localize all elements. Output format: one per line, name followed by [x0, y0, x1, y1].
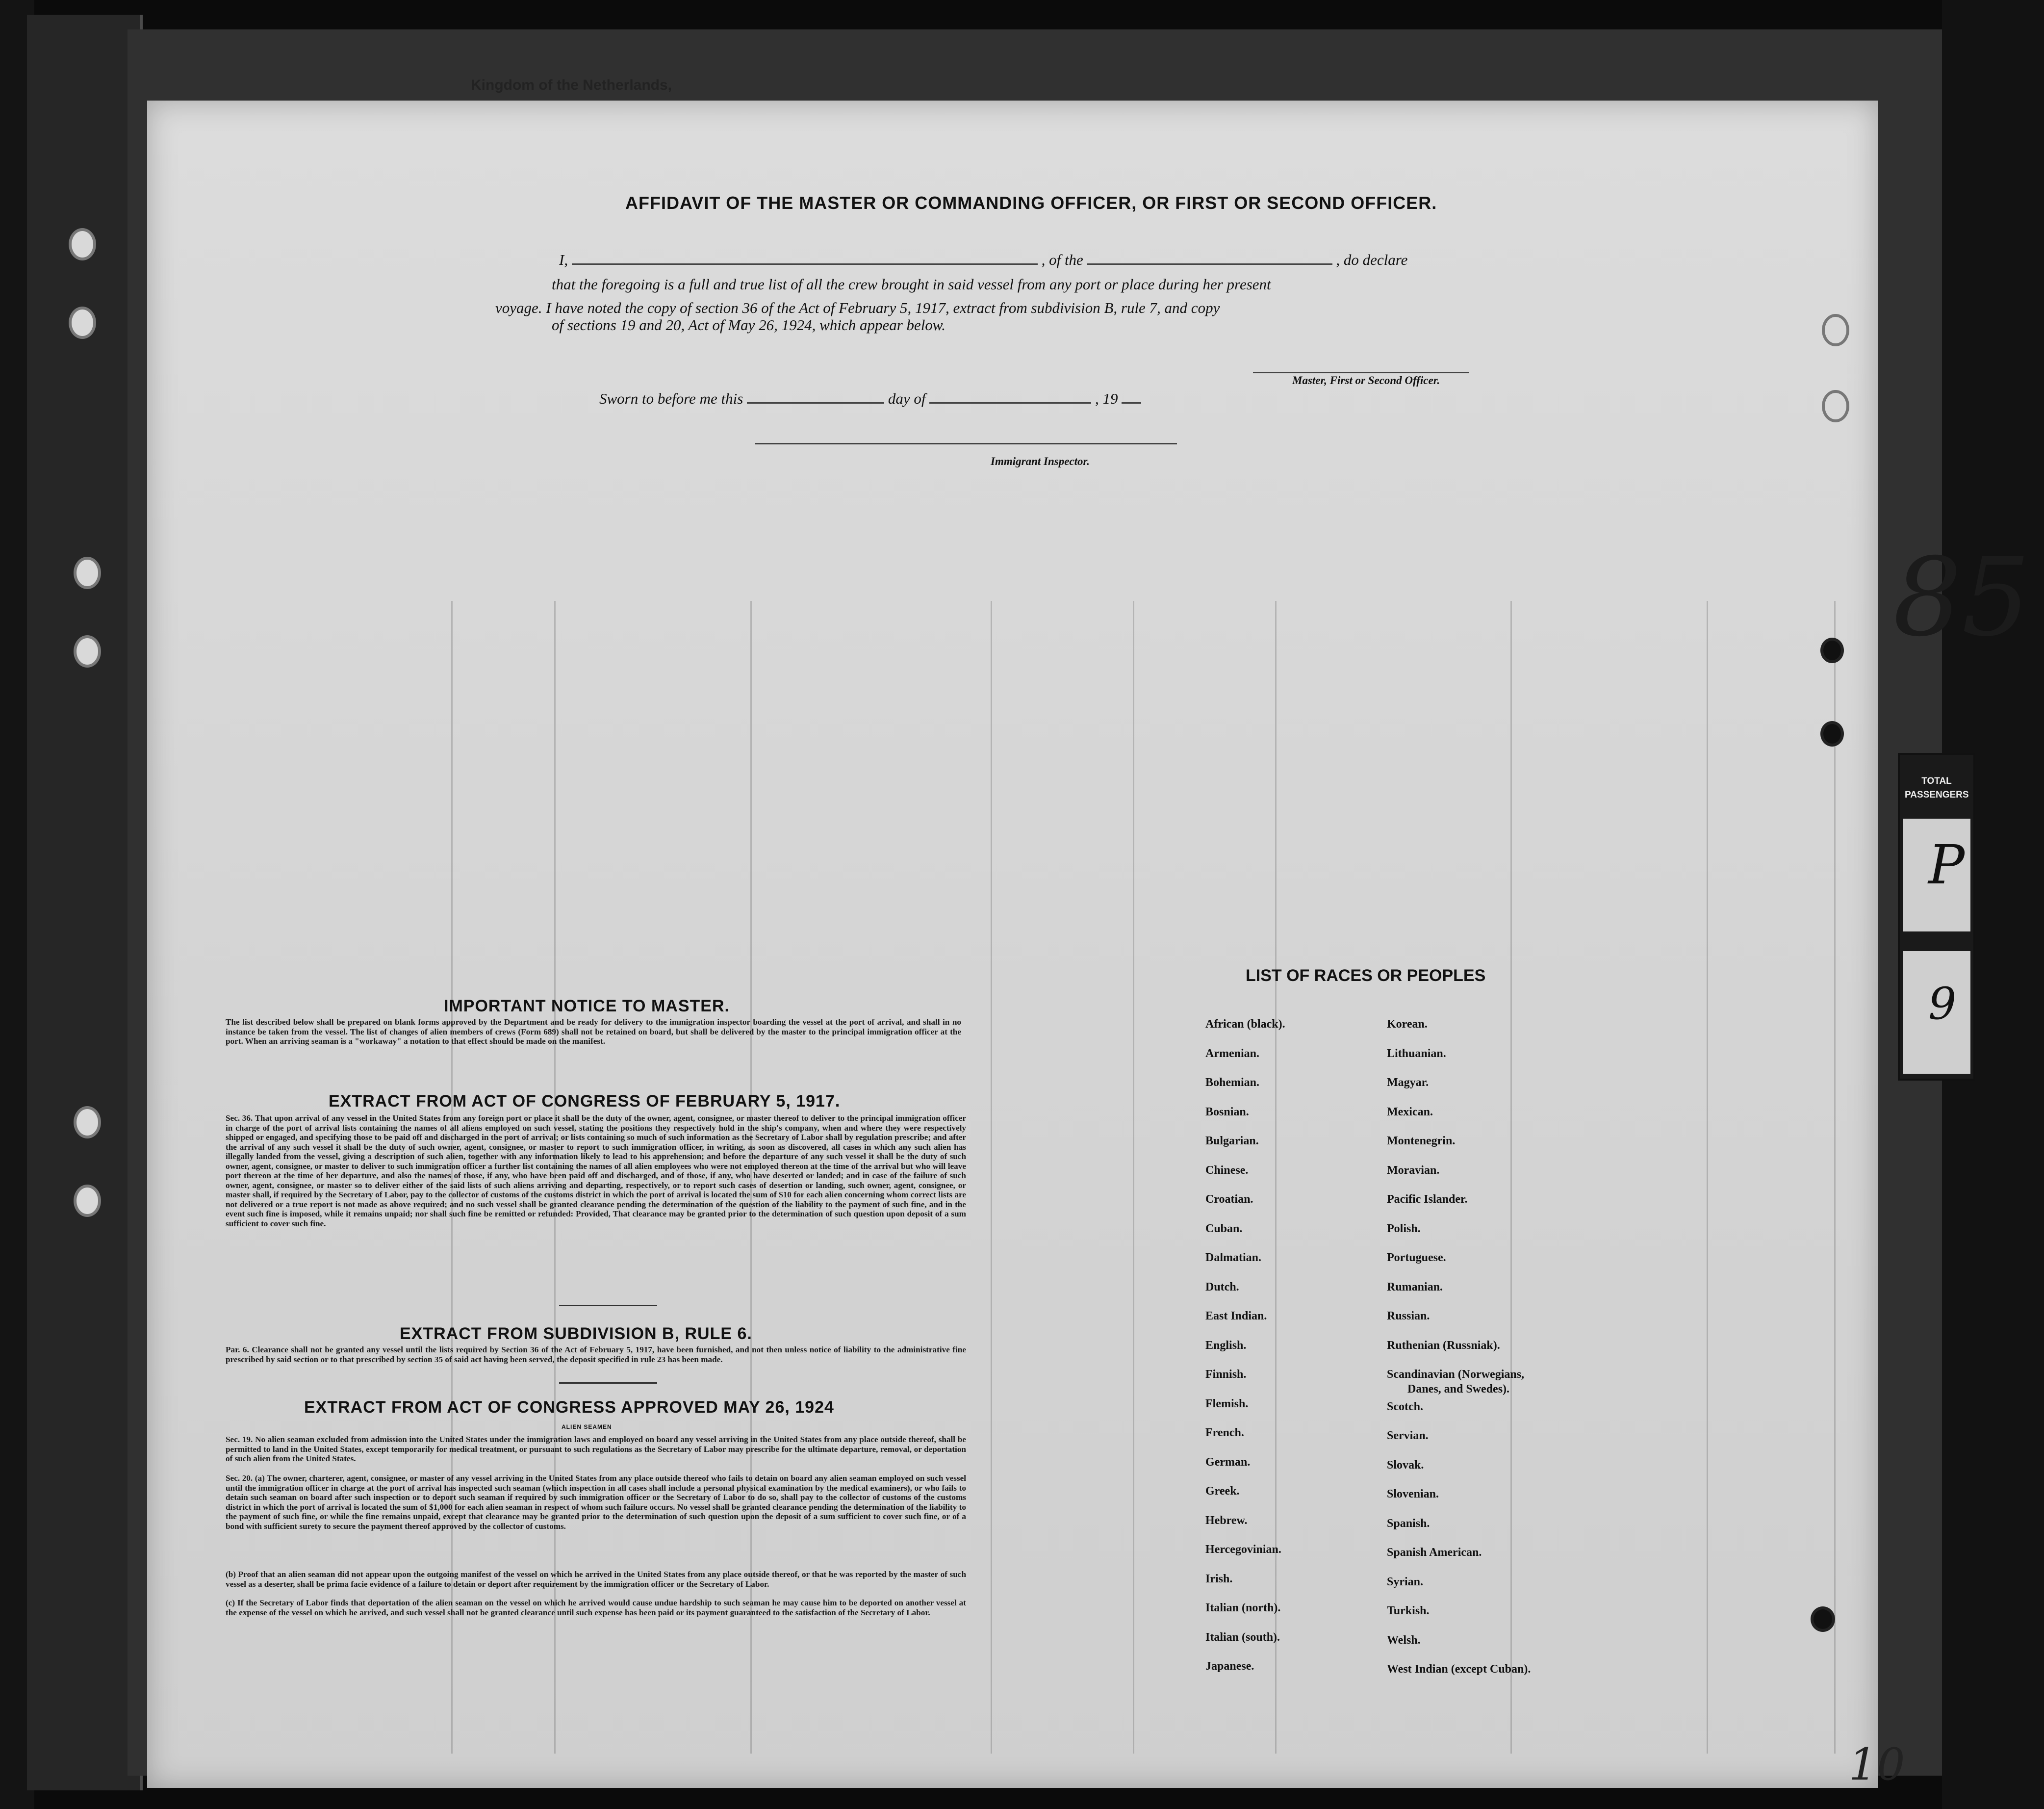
extract-1924-sec20b: (b) Proof that an alien seaman did not appear upon the outgoing manifest of the vessel on which he arrived in the United States from any place outside thereof, or that he was reported by the master of such vessel as a deserter, shall be prima facie evidence of a failure to detain or deport after requirement by the immigration officer or the Secretary of Labor. — [226, 1570, 966, 1589]
race-item: Cuban. — [1205, 1222, 1243, 1235]
binder-hole — [74, 1106, 101, 1138]
race-item: Spanish American. — [1387, 1546, 1482, 1559]
bleed-column — [1133, 601, 1134, 1754]
race-item: Pacific Islander. — [1387, 1193, 1468, 1206]
handwritten-number: 85 — [1893, 535, 2030, 660]
race-item: Korean. — [1387, 1018, 1428, 1031]
sworn-line — [599, 390, 1141, 408]
sworn-year-field[interactable] — [1122, 390, 1141, 404]
race-item: Polish. — [1387, 1222, 1421, 1235]
race-item: Dutch. — [1205, 1280, 1239, 1293]
binder-hole — [1822, 314, 1849, 346]
sworn-month-field[interactable] — [929, 390, 1091, 404]
race-item: Magyar. — [1387, 1076, 1429, 1089]
binder-hole — [1820, 638, 1844, 663]
race-item: German. — [1205, 1455, 1251, 1469]
race-item: Slovenian. — [1387, 1488, 1439, 1500]
race-item: West Indian (except Cuban). — [1387, 1663, 1531, 1676]
race-item: Flemish. — [1205, 1397, 1249, 1410]
subdivision-b-title: EXTRACT FROM SUBDIVISION B, RULE 6. — [400, 1324, 752, 1343]
race-item: Servian. — [1387, 1429, 1429, 1442]
race-item: Bosnian. — [1205, 1105, 1249, 1118]
inspector-signature-line[interactable] — [755, 443, 1177, 444]
race-item: Dalmatian. — [1205, 1251, 1261, 1264]
alien-seamen-subtitle: ALIEN SEAMEN — [562, 1423, 612, 1430]
binder-hole — [1822, 390, 1849, 422]
handwritten-page-number: 10 — [1849, 1739, 1905, 1790]
race-item: Finnish. — [1205, 1368, 1247, 1381]
race-item: Armenian. — [1205, 1047, 1259, 1060]
race-item: Danes, and Swedes). — [1407, 1383, 1510, 1396]
handwritten-box-mark-1: P — [1928, 833, 1965, 896]
bleed-column — [1510, 601, 1512, 1754]
handwritten-box-mark-2: 9 — [1928, 978, 1957, 1030]
extract-1917-title: EXTRACT FROM ACT OF CONGRESS OF FEBRUARY 5, 1917. — [329, 1092, 841, 1111]
binder-hole — [1820, 721, 1844, 747]
extract-1924-sec20a: Sec. 20. (a) The owner, charterer, agent, consignee, or master of any vessel arriving in the United States from any place outside thereof who fails to detain on board any alien seaman employed on such vessel until the immigration officer in charge at the port of arrival has inspected such seaman (which inspection in all cases shall include a personal physical examination by the medical examiners), or who fails to detain such seaman on board after such inspection or to deport such seaman if required by such immigration officer or the Secretary of Labor to do so, shall pay to the collector of customs of the customs district in which the port of arrival is located the sum of $1,000 for each alien seaman in respect of whom such failure occurs. No vessel shall be granted clearance pending the determination of the liability to the payment of such fine, or while the fine remains unpaid, except that clearance may be granted prior to the determination of such question upon the deposit of a sum sufficient to cover such fine, or of a bond with sufficient surety to secure the payment thereof approved by the collector of customs. — [226, 1473, 966, 1531]
stamp-line-1: Kingdom of the Netherlands, — [471, 77, 672, 93]
vessel-name-field[interactable] — [1087, 252, 1332, 265]
affidavit-declare: , do declare — [1336, 251, 1408, 268]
binder-hole — [1811, 1606, 1835, 1632]
race-item: East Indian. — [1205, 1310, 1267, 1322]
race-item: Syrian. — [1387, 1575, 1424, 1588]
race-item: Chinese. — [1205, 1163, 1249, 1177]
bleed-column — [1834, 601, 1836, 1754]
bleed-column — [1707, 601, 1708, 1754]
race-item: Rumanian. — [1387, 1280, 1443, 1293]
race-item: Italian (north). — [1205, 1602, 1281, 1614]
total-label-line-1: TOTAL — [1921, 776, 1952, 786]
master-name-field[interactable] — [572, 252, 1038, 265]
bleed-column — [991, 601, 992, 1754]
notice-text: The list described below shall be prepared on blank forms approved by the Department and be ready for delivery to the immigration inspector boarding the vessel at the port of arrival, and shall in no instance be taken from the vessel. The list of changes of alien members of crews (Form 689) shall not be retained on board, but shall be delivered by the master to the principal immigration officer at the port. When an arriving seaman is a "workaway" a notation to that effect should be made on the manifest. — [226, 1017, 961, 1046]
race-item: Hercegovinian. — [1205, 1543, 1281, 1556]
race-item: Mexican. — [1387, 1105, 1433, 1118]
binder-hole — [69, 307, 96, 339]
master-signature-line[interactable] — [1253, 372, 1469, 373]
total-passengers-label — [1905, 775, 1968, 802]
affidavit-title: AFFIDAVIT OF THE MASTER OR COMMANDING OFFICER, OR FIRST OR SECOND OFFICER. — [625, 193, 1437, 213]
section-divider — [559, 1382, 657, 1384]
day-of-label: day of — [888, 390, 926, 407]
affidavit-line-2: that the foregoing is a full and true list of all the crew brought in said vessel from any port or place during her present — [552, 276, 1271, 293]
race-item: Turkish. — [1387, 1604, 1430, 1617]
year-label: , 19 — [1095, 390, 1118, 407]
subdivision-b-text: Par. 6. Clearance shall not be granted any vessel until the lists required by Section 36 of the Act of February 5, 1917, have been furnished, and not then unless notice of liability to the administrative fine prescribed by said section or to that prescribed by section 35 of said act having been served, the deposit specified in rule 23 has been made. — [226, 1345, 966, 1364]
bleed-column — [1275, 601, 1277, 1754]
race-item: Greek. — [1205, 1485, 1240, 1498]
affidavit-line-4: of sections 19 and 20, Act of May 26, 1924, which appear below. — [552, 316, 946, 334]
section-divider — [559, 1305, 657, 1306]
affidavit-i: I, — [559, 251, 568, 268]
under-sheet-left — [27, 15, 143, 1790]
extract-1924-sec19: Sec. 19. No alien seaman excluded from admission into the United States under the immigration laws and employed on board any vessel arriving in the United States from any place outside thereof, shall be permitted to land in the United States, except temporarily for medical treatment, or pursuant to such regulations as the Secretary of Labor may prescribe for the ultimate departure, removal, or deportation of such alien from the United States. — [226, 1435, 966, 1463]
race-item: Slovak. — [1387, 1458, 1424, 1472]
affidavit-line-3: voyage. I have noted the copy of section 36 of the Act of February 5, 1917, extract from subdivision B, rule 7, and copy — [495, 299, 1220, 316]
race-item: English. — [1205, 1339, 1247, 1352]
notice-title: IMPORTANT NOTICE TO MASTER. — [444, 997, 730, 1015]
binder-hole — [74, 1185, 101, 1217]
affidavit-of-the: , of the — [1041, 251, 1083, 268]
race-item: Spanish. — [1387, 1517, 1430, 1530]
race-item: Bulgarian. — [1205, 1135, 1259, 1147]
binder-hole — [69, 228, 96, 260]
race-item: Ruthenian (Russniak). — [1387, 1339, 1500, 1352]
race-item: African (black). — [1205, 1018, 1285, 1031]
race-item: Japanese. — [1205, 1660, 1254, 1673]
race-item: Croatian. — [1205, 1193, 1253, 1206]
total-passengers-box — [1898, 753, 1975, 1081]
race-item: Portuguese. — [1387, 1251, 1446, 1264]
race-item: Hebrew. — [1205, 1514, 1248, 1527]
race-item: Scandinavian (Norwegians, — [1387, 1368, 1525, 1381]
extract-1924-sec20c: (c) If the Secretary of Labor finds that deportation of the alien seaman on the vessel on which he arrived would cause undue hardship to such seaman he may cause him to be deported on another vessel at the expense of the vessel on which he arrived, and such vessel shall not be granted clearance until such expense has been paid or its payment guaranteed to the satisfaction of the Secretary of Labor. — [226, 1598, 966, 1617]
race-item: Montenegrin. — [1387, 1135, 1456, 1147]
inspector-label: Immigrant Inspector. — [991, 455, 1090, 467]
race-item: Scotch. — [1387, 1400, 1423, 1413]
manifest-form-sheet — [147, 101, 1878, 1788]
race-item: Moravian. — [1387, 1163, 1440, 1177]
affidavit-line-1 — [559, 251, 1407, 269]
race-item: Lithuanian. — [1387, 1047, 1446, 1060]
extract-1924-title: EXTRACT FROM ACT OF CONGRESS APPROVED MAY 26, 1924 — [304, 1398, 834, 1417]
race-item: Welsh. — [1387, 1633, 1421, 1647]
binder-hole — [74, 635, 101, 668]
race-item: Italian (south). — [1205, 1630, 1280, 1644]
sworn-label: Sworn to before me this — [599, 390, 743, 407]
race-item: Russian. — [1387, 1310, 1430, 1322]
total-label-line-2: PASSENGERS — [1905, 790, 1969, 800]
master-signature-label: Master, First or Second Officer. — [1292, 374, 1440, 387]
race-item: French. — [1205, 1426, 1244, 1439]
binder-hole — [74, 557, 101, 589]
sworn-day-field[interactable] — [747, 390, 884, 404]
race-item: Bohemian. — [1205, 1076, 1260, 1089]
races-title: LIST OF RACES OR PEOPLES — [1246, 966, 1486, 985]
extract-1917-text: Sec. 36. That upon arrival of any vessel in the United States from any foreign port or place it shall be the duty of the owner, agent, consignee, or master thereof to deliver to the principal immigration officer in charge of the port of arrival lists containing the names of all aliens employed on such vessel, stating the positions they respectively hold in the ship's company, when and where they were respectively shipped or engaged, and specifying those to be paid off and discharged in the port of arrival; or lists containing so much of such information as the Secretary of Labor shall by regulation prescribe; and after the arrival of any such vessel it shall be the duty of such owner, agent, consignee, or master to report to such immigration officer, in writing, as soon as discovered, all cases in which any such alien has illegally landed from the vessel, giving a description of such alien, together with any information likely to lead to his apprehension; and before the departure of any such vessel it shall be the duty of such owner, agent, consignee, or master to deliver to such immigration officer a further list containing the names of all alien employees who were not employed thereon at the time of the arrival but who will leave port thereon at the time of her departure, and also the names of those, if any, who have been paid off and discharged, and of those, if any, who have deserted or landed; and in case of the failure of such owner, agent, consignee, or master so to deliver either of the said lists of such aliens arriving and departing, respectively, or to report such cases of desertion or landing, such owner, agent, consignee, or master shall, if required by the Secretary of Labor, pay to the collector of customs of the customs district in which the port of arrival is located the sum of $10 for each alien concerning whom correct lists are not delivered or a true report is not made as above required; and no such vessel shall be granted clearance pending the determination of the question of the liability to the payment of such fine, and in the event such fine is imposed, while it remains unpaid; nor shall such fine be remitted or refunded: Provided, That clearance may be granted prior to the determination of such question upon deposit of a sum sufficient to cover such fine. — [226, 1113, 966, 1228]
race-item: Irish. — [1205, 1572, 1233, 1585]
